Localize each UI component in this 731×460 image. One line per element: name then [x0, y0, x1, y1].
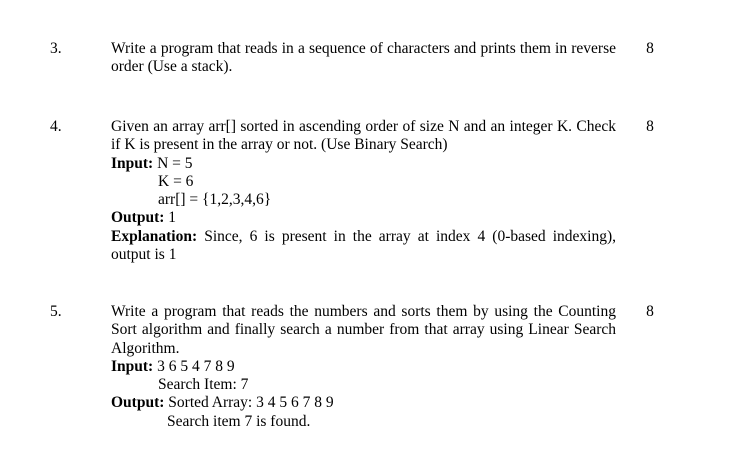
input-label: Input:: [111, 357, 154, 375]
question-3-number: 3.: [50, 40, 62, 57]
input-n: N = 5: [157, 154, 193, 172]
question-4-number: 4.: [50, 118, 62, 135]
question-4-input: [111, 155, 616, 173]
output-label: Output:: [111, 394, 165, 412]
explanation-label: Explanation:: [111, 227, 198, 245]
search-result: Search item 7 is found.: [167, 412, 311, 430]
question-5-input: [111, 358, 616, 376]
question-5-marks: 8: [646, 303, 654, 320]
input-label: Input:: [111, 154, 154, 172]
question-4-body: [111, 118, 616, 264]
question-5-text: Write a program that reads the numbers and sorts them by using the Counting Sort algorithm and finally search a number from that array using Linear Search Algorithm.: [111, 303, 616, 357]
output-value: 1: [168, 209, 177, 227]
question-3-text: Write a program that reads in a sequence of characters and prints them in reverse order (Use a stack).: [111, 40, 616, 76]
output-label: Output:: [111, 209, 165, 227]
question-5-number: 5.: [50, 303, 62, 320]
input-value: 3 6 5 4 7 8 9: [157, 357, 235, 375]
question-4-explanation: [111, 228, 616, 265]
question-5-body: [111, 303, 616, 431]
output-value: Sorted Array: 3 4 5 6 7 8 9: [168, 394, 334, 412]
input-array: arr[] = {1,2,3,4,6}: [158, 191, 272, 209]
search-item: Search Item: 7: [158, 376, 249, 394]
question-4-output: [111, 209, 616, 227]
input-k: K = 6: [158, 172, 194, 190]
explanation-text: Since, 6 is present in the array at index 4 (0-based indexing), output is 1: [111, 227, 617, 264]
question-4-marks: 8: [646, 118, 654, 135]
question-5-output: [111, 394, 616, 412]
question-3-marks: 8: [646, 40, 654, 57]
question-4-text: Given an array arr[] sorted in ascending order of size N and an integer K. Check if K is present in the array or not. (Use Binary Search): [111, 118, 616, 154]
